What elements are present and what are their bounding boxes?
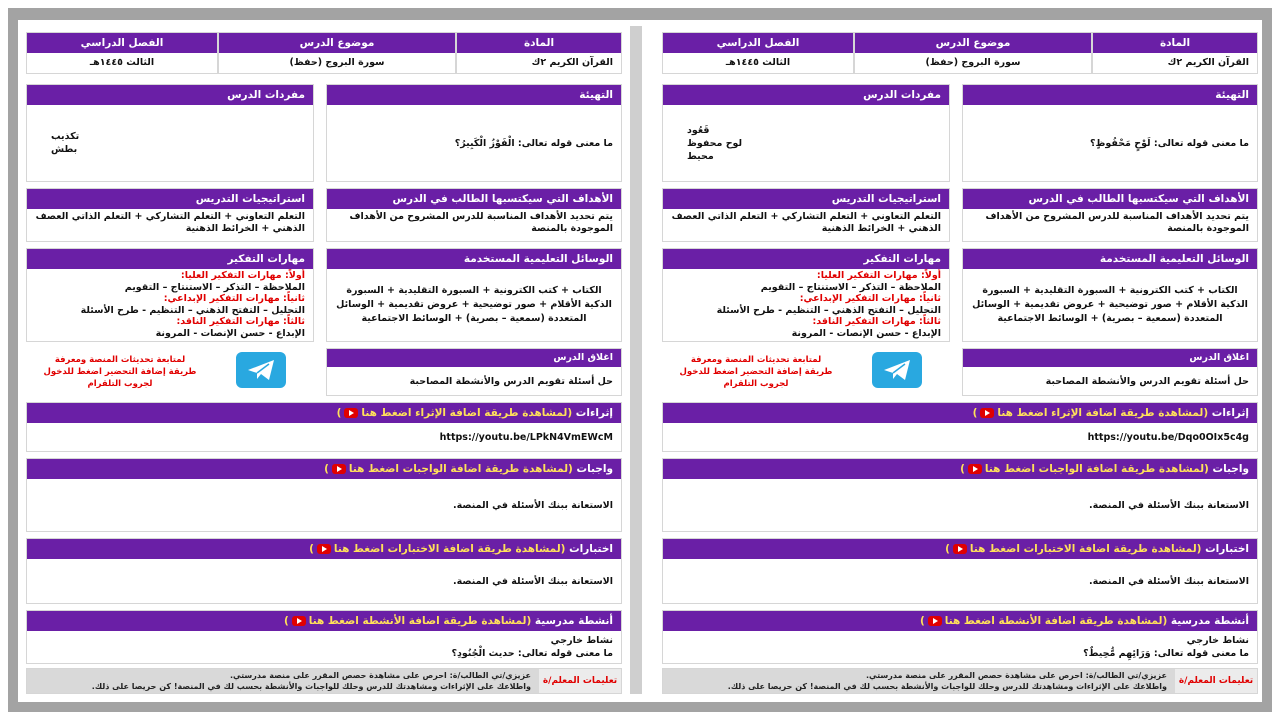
thinking-heading-2: ثانياً: مهارات التفكير الإبداعي: [163, 293, 305, 304]
term-value: الثالث ١٤٤٥هـ [27, 53, 217, 73]
tests-text: الاستعانة ببنك الأسئلة في المنصة. [27, 559, 621, 603]
activities-box [26, 610, 622, 664]
topic-cell [854, 32, 1092, 74]
term-cell [26, 32, 218, 74]
strategies-box [662, 188, 950, 242]
homework-box [662, 458, 1258, 532]
enrichment-video-link[interactable]: (لمشاهدة طريقة اضافة الإثراء اضغط هنا [361, 407, 573, 419]
term-cell [662, 32, 854, 74]
term-value: الثالث ١٤٤٥هـ [663, 53, 853, 73]
tests-box [662, 538, 1258, 604]
strategies-text: التعلم التعاوني + التعلم التشاركي + التعلم الذاتي العصف الذهني + الخرائط الذهنية [663, 209, 949, 241]
goals-text: يتم تحديد الأهداف المناسبة للدرس المشروح من الأهداف الموجودة بالمنصة [327, 209, 621, 241]
vocab-item: محيط [687, 150, 714, 162]
homework-header: واجبات (لمشاهدة طريقة اضافة الواجبات اضغط هنا) [663, 459, 1257, 479]
tests-title: اختبارات [569, 543, 613, 555]
tests-header: اختبارات (لمشاهدة طريقة اضافة الاختبارات اضغط هنا) [27, 539, 621, 559]
activities-box [662, 610, 1258, 664]
teacher-instructions-line-1: عزيزي/تي الطالب/ة: احرص على مشاهدة حصص المقرر على منصة مدرستي. [866, 671, 1167, 680]
youtube-icon[interactable] [344, 408, 358, 418]
vocab-item: بطش [51, 144, 78, 155]
subject-header: المادة [1093, 33, 1257, 53]
enrichment-title: إثراءات [1211, 407, 1249, 419]
thinking-skills-title: مهارات التفكير [663, 249, 949, 269]
telegram-promo[interactable] [662, 348, 950, 396]
thinking-item-3: الإبداع - حسن الإنصات - المرونة [791, 327, 941, 339]
tests-title: اختبارات [1205, 543, 1249, 555]
media-box [326, 248, 622, 342]
subject-cell [456, 32, 622, 74]
vocab-list [27, 105, 313, 181]
term-header: الفصل الدراسي [27, 33, 217, 53]
activities-header: أنشطة مدرسية (لمشاهدة طريقة اضافة الأنشطة اضغط هنا) [663, 611, 1257, 631]
telegram-icon[interactable] [236, 352, 286, 388]
youtube-icon[interactable] [332, 464, 346, 474]
media-title: الوسائل التعليمية المستخدمة [963, 249, 1257, 269]
tests-text: الاستعانة ببنك الأسئلة في المنصة. [663, 559, 1257, 603]
topic-header: موضوع الدرس [219, 33, 455, 53]
closing-text: حل أسئلة تقويم الدرس والأنشطة المصاحبة [327, 367, 621, 395]
enrichment-header: إثراءات (لمشاهدة طريقة اضافة الإثراء اضغط هنا) [27, 403, 621, 423]
goals-box [326, 188, 622, 242]
media-text: الكتاب + كتب الكترونية + السبورة التقليدية + السبورة الذكية الأقلام + صور توضيحية + عروض تقديمية + الوسائل المتعددة (سمعية – بصرية) + الوسائط الاجتماعية [963, 269, 1257, 341]
telegram-text[interactable]: لمتابعة تحديثات المنصة ومعرفة طريقة إضافة التحضير اضغط للدخول لجروب التلقرام [679, 355, 833, 389]
closing-box [962, 348, 1258, 396]
thinking-item-1: الملاحظة – التذكر – الاستنتاج – التقويم [124, 281, 305, 293]
thinking-skills-box [662, 248, 950, 342]
closing-box [326, 348, 622, 396]
topic-value: سورة البروج (حفظ) [219, 53, 455, 73]
subject-cell [1092, 32, 1258, 74]
topic-header: موضوع الدرس [855, 33, 1091, 53]
thinking-skills-title: مهارات التفكير [27, 249, 313, 269]
homework-title: واجبات [1212, 463, 1249, 475]
vocab-item: تكذيب [51, 131, 80, 142]
media-title: الوسائل التعليمية المستخدمة [327, 249, 621, 269]
homework-box [26, 458, 622, 532]
enrichment-title: إثراءات [575, 407, 613, 419]
strategies-title: استراتيجيات التدريس [27, 189, 313, 209]
homework-text: الاستعانة ببنك الأسئلة في المنصة. [27, 479, 621, 531]
enrichment-box [662, 402, 1258, 452]
youtube-icon[interactable] [953, 544, 967, 554]
thinking-skills-list [27, 269, 313, 341]
lesson-info-table [26, 32, 622, 74]
thinking-heading-3: ثالثاً: مهارات التفكير الناقد: [812, 316, 941, 327]
activity-type: نشاط خارجي [550, 635, 613, 646]
telegram-icon[interactable] [872, 352, 922, 388]
warmup-text: ما معنى قوله تعالى: الْفَوْزُ الْكَبِيرُ؟ [327, 105, 621, 181]
warmup-title: التهيئة [327, 85, 621, 105]
subject-value: القرآن الكريم ٢ك [457, 53, 621, 73]
activities-title: أنشطة مدرسية [1170, 615, 1249, 627]
thinking-heading-1: أولاً: مهارات التفكير العليا: [816, 270, 941, 281]
youtube-icon[interactable] [968, 464, 982, 474]
telegram-promo[interactable] [26, 348, 314, 396]
youtube-icon[interactable] [317, 544, 331, 554]
youtube-icon[interactable] [292, 616, 306, 626]
enrichment-box [26, 402, 622, 452]
teacher-instructions-text [92, 670, 531, 692]
teacher-instructions [662, 668, 1258, 694]
vocab-item: قَعُود [687, 124, 710, 136]
vocab-item: لوح محفوظ [687, 137, 743, 149]
vocab-box [26, 84, 314, 182]
warmup-text: ما معنى قوله تعالى: لَوْحٍ مَحْفُوظٍ؟ [963, 105, 1257, 181]
activity-question: ما معنى قوله تعالى: وَرَائِهِم مُّحِيطٌ؟ [1083, 648, 1249, 659]
closing-text: حل أسئلة تقويم الدرس والأنشطة المصاحبة [963, 367, 1257, 395]
topic-value: سورة البروج (حفظ) [855, 53, 1091, 73]
enrichment-video-link[interactable]: (لمشاهدة طريقة اضافة الإثراء اضغط هنا [997, 407, 1209, 419]
thinking-item-2: التحليل – التفتح الذهني – التنظيم - طرح الأسئلة [80, 304, 305, 316]
topic-cell [218, 32, 456, 74]
goals-title: الأهداف التي سيكتسبها الطالب في الدرس [963, 189, 1257, 209]
warmup-box [326, 84, 622, 182]
goals-title: الأهداف التي سيكتسبها الطالب في الدرس [327, 189, 621, 209]
vocab-box [662, 84, 950, 182]
enrichment-url[interactable]: https://youtu.be/Dqo0OIx5c4g [663, 423, 1257, 451]
thinking-skills-list [663, 269, 949, 341]
activities-title: أنشطة مدرسية [534, 615, 613, 627]
vocab-list [663, 105, 949, 181]
homework-text: الاستعانة ببنك الأسئلة في المنصة. [663, 479, 1257, 531]
youtube-icon[interactable] [980, 408, 994, 418]
goals-text: يتم تحديد الأهداف المناسبة للدرس المشروح من الأهداف الموجودة بالمنصة [963, 209, 1257, 241]
goals-box [962, 188, 1258, 242]
warmup-title: التهيئة [963, 85, 1257, 105]
enrichment-header: إثراءات (لمشاهدة طريقة اضافة الإثراء اضغط هنا) [663, 403, 1257, 423]
thinking-item-3: الإبداع - حسن الإنصات - المرونة [155, 327, 305, 339]
vocab-title: مفردات الدرس [663, 85, 949, 105]
teacher-instructions-line-2: واطلاعك على الإثراءات ومشاهدتك للدرس وحلك للواجبات والأنشطة بحسب لك في المنصة! كن حريصا على ذلك. [91, 682, 531, 691]
activities-video-link[interactable]: (لمشاهدة طريقة اضافة الأنشطة اضغط هنا [944, 615, 1168, 627]
homework-video-link[interactable]: (لمشاهدة طريقة اضافة الواجبات اضغط هنا [348, 463, 573, 475]
strategies-box [26, 188, 314, 242]
strategies-title: استراتيجيات التدريس [663, 189, 949, 209]
teacher-instructions-line-1: عزيزي/تي الطالب/ة: احرص على مشاهدة حصص المقرر على منصة مدرستي. [230, 671, 531, 680]
thinking-skills-box [26, 248, 314, 342]
activities-content [27, 631, 621, 663]
warmup-box [962, 84, 1258, 182]
thinking-item-1: الملاحظة – التذكر – الاستنتاج – التقويم [760, 281, 941, 293]
youtube-icon[interactable] [928, 616, 942, 626]
activities-header: أنشطة مدرسية (لمشاهدة طريقة اضافة الأنشطة اضغط هنا) [27, 611, 621, 631]
teacher-instructions-label: تعليمات المعلم/ة [539, 669, 621, 693]
enrichment-url[interactable]: https://youtu.be/LPkN4VmEWcM [27, 423, 621, 451]
homework-video-link[interactable]: (لمشاهدة طريقة اضافة الواجبات اضغط هنا [984, 463, 1209, 475]
subject-header: المادة [457, 33, 621, 53]
telegram-text[interactable]: لمتابعة تحديثات المنصة ومعرفة طريقة إضافة التحضير اضغط للدخول لجروب التلقرام [43, 355, 197, 389]
teacher-instructions-label: تعليمات المعلم/ة [1175, 669, 1257, 693]
thinking-heading-3: ثالثاً: مهارات التفكير الناقد: [176, 316, 305, 327]
homework-title: واجبات [576, 463, 613, 475]
tests-header: اختبارات (لمشاهدة طريقة اضافة الاختبارات اضغط هنا) [663, 539, 1257, 559]
activity-type: نشاط خارجي [1186, 635, 1249, 646]
tests-video-link[interactable]: (لمشاهدة طريقة اضافة الاختبارات اضغط هنا [333, 543, 566, 555]
activity-question: ما معنى قوله تعالى: حديث الْجُنُودِ؟ [451, 648, 613, 659]
teacher-instructions-text [728, 670, 1167, 692]
lesson-plan-page-left [26, 32, 622, 694]
activities-video-link[interactable]: (لمشاهدة طريقة اضافة الأنشطة اضغط هنا [308, 615, 532, 627]
subject-value: القرآن الكريم ٢ك [1093, 53, 1257, 73]
thinking-heading-1: أولاً: مهارات التفكير العليا: [180, 270, 305, 281]
activities-content [663, 631, 1257, 663]
page-divider [630, 26, 642, 694]
lesson-info-table [662, 32, 1258, 74]
homework-header: واجبات (لمشاهدة طريقة اضافة الواجبات اضغط هنا) [27, 459, 621, 479]
term-header: الفصل الدراسي [663, 33, 853, 53]
lesson-plan-page-right [662, 32, 1258, 694]
strategies-text: التعلم التعاوني + التعلم التشاركي + التعلم الذاتي العصف الذهني + الخرائط الذهنية [27, 209, 313, 241]
media-text: الكتاب + كتب الكترونية + السبورة التقليدية + السبورة الذكية الأقلام + صور توضيحية + عروض تقديمية + الوسائل المتعددة (سمعية – بصرية) + الوسائط الاجتماعية [327, 269, 621, 341]
media-box [962, 248, 1258, 342]
thinking-heading-2: ثانياً: مهارات التفكير الإبداعي: [799, 293, 941, 304]
closing-title: اغلاق الدرس [327, 349, 621, 367]
thinking-item-2: التحليل – التفتح الذهني – التنظيم - طرح الأسئلة [716, 304, 941, 316]
vocab-title: مفردات الدرس [27, 85, 313, 105]
tests-video-link[interactable]: (لمشاهدة طريقة اضافة الاختبارات اضغط هنا [969, 543, 1202, 555]
tests-box [26, 538, 622, 604]
teacher-instructions [26, 668, 622, 694]
closing-title: اغلاق الدرس [963, 349, 1257, 367]
teacher-instructions-line-2: واطلاعك على الإثراءات ومشاهدتك للدرس وحلك للواجبات والأنشطة بحسب لك في المنصة! كن حريصا على ذلك. [727, 682, 1167, 691]
